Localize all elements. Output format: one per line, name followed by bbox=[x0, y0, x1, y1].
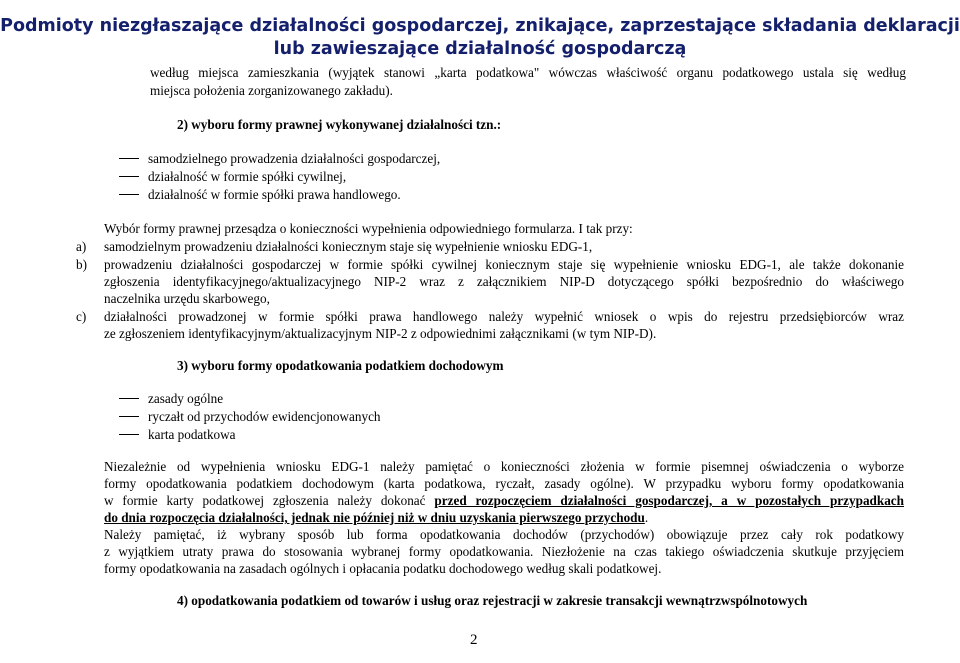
paragraph-1-line-4-end: . bbox=[644, 510, 649, 525]
dash-icon bbox=[119, 398, 139, 399]
page-title-line-2: lub zawieszające działalność gospodarczą bbox=[273, 39, 687, 59]
item-a-text: samodzielnym prowadzeniu działalności koniecznym staje się wypełnienie wniosku EDG-1, bbox=[104, 239, 593, 254]
paragraph-2-line-1: Należy pamiętać, iż wybrany sposób lub forma opodatkowania dochodów (przychodów) obowiązuje przez cały rok podatkowy bbox=[104, 527, 904, 542]
item-a-label: a) bbox=[76, 239, 87, 254]
section-2-item: działalność w formie spółki prawa handlowego. bbox=[148, 187, 401, 202]
dash-icon bbox=[119, 158, 139, 159]
intro-line-1: według miejsca zamieszkania (wyjątek stanowi „karta podatkowa" wówczas właściwość organu podatkowego ustala się według bbox=[150, 65, 906, 80]
dash-icon bbox=[119, 416, 139, 417]
item-b-label: b) bbox=[76, 257, 87, 272]
section-2-heading: 2) wyboru formy prawnej wykonywanej działalności tzn.: bbox=[177, 117, 502, 132]
paragraph-1-emphasis-1: przed rozpoczęciem działalności gospodarczej, a w pozostałych przypadkach bbox=[434, 493, 904, 508]
page-number: 2 bbox=[470, 632, 478, 648]
intro-line-2: miejsca położenia zorganizowanego zakładu). bbox=[150, 83, 393, 98]
paragraph-1-emphasis-2: do dnia rozpoczęcia działalności, jednak nie później niż w dniu uzyskania pierwszego przychodu bbox=[104, 510, 645, 525]
section-3-item: karta podatkowa bbox=[148, 427, 236, 442]
item-c-line-1: działalności prowadzonej w formie spółki prawa handlowego należy wypełnić wniosek o wpis do rejestru przedsiębiorców wraz bbox=[104, 309, 904, 324]
paragraph-1-line-3 bbox=[104, 492, 904, 509]
item-c-line-2: ze zgłoszeniem identyfikacyjnym/aktualizacyjnym NIP-2 z odpowiednimi załącznikami (w tym NIP-D). bbox=[104, 326, 657, 341]
paragraph-1-line-2: formy opodatkowania podatkiem dochodowym (karta podatkowa, ryczałt, zasady ogólne). W przypadku wyboru formy opodatkowania bbox=[104, 476, 904, 491]
dash-icon bbox=[119, 176, 139, 177]
page-title-line-1: Podmioty niezgłaszające działalności gospodarczej, znikające, zaprzestające składania deklaracji bbox=[0, 16, 960, 36]
section-4-heading: 4) opodatkowania podatkiem od towarów i usług oraz rejestracji w zakresie transakcji wewnątrzwspólnotowych bbox=[177, 593, 808, 608]
section-2-item: samodzielnego prowadzenia działalności gospodarczej, bbox=[148, 151, 441, 166]
dash-icon bbox=[119, 434, 139, 435]
section-2-item: działalność w formie spółki cywilnej, bbox=[148, 169, 347, 184]
section-3-heading: 3) wyboru formy opodatkowania podatkiem dochodowym bbox=[177, 358, 504, 373]
item-b-line-3: naczelnika urzędu skarbowego, bbox=[104, 291, 270, 306]
choice-intro: Wybór formy prawnej przesądza o konieczności wypełnienia odpowiedniego formularza. I tak przy: bbox=[104, 221, 633, 236]
paragraph-1-line-4 bbox=[104, 509, 648, 526]
paragraph-1-line-3-start: w formie karty podatkowej zgłoszenia należy dokonać bbox=[104, 493, 435, 508]
dash-icon bbox=[119, 194, 139, 195]
item-b-line-1: prowadzeniu działalności gospodarczej w formie spółki cywilnej koniecznym staje się wypełnienie wniosku EDG-1, ale także dokonanie bbox=[104, 257, 904, 272]
item-b-line-2: zgłoszenia identyfikacyjnego/aktualizacyjnego NIP-2 wraz z załącznikiem NIP-D dotyczącego spółki bezpośrednio do właściwego bbox=[104, 274, 904, 289]
section-3-item: zasady ogólne bbox=[148, 391, 224, 406]
item-c-label: c) bbox=[76, 309, 87, 324]
paragraph-2-line-3: formy opodatkowania na zasadach ogólnych i opłacania podatku dochodowego według skali podatkowej. bbox=[104, 561, 662, 576]
paragraph-2-line-2: z wyjątkiem utraty prawa do stosowania wybranej formy opodatkowania. Niezłożenie na czas takiego oświadczenia skutkuje przyjęciem bbox=[104, 544, 904, 559]
paragraph-1-line-1: Niezależnie od wypełnienia wniosku EDG-1 należy pamiętać o konieczności złożenia w formie pisemnej oświadczenia o wyborze bbox=[104, 459, 904, 474]
section-3-item: ryczałt od przychodów ewidencjonowanych bbox=[148, 409, 381, 424]
